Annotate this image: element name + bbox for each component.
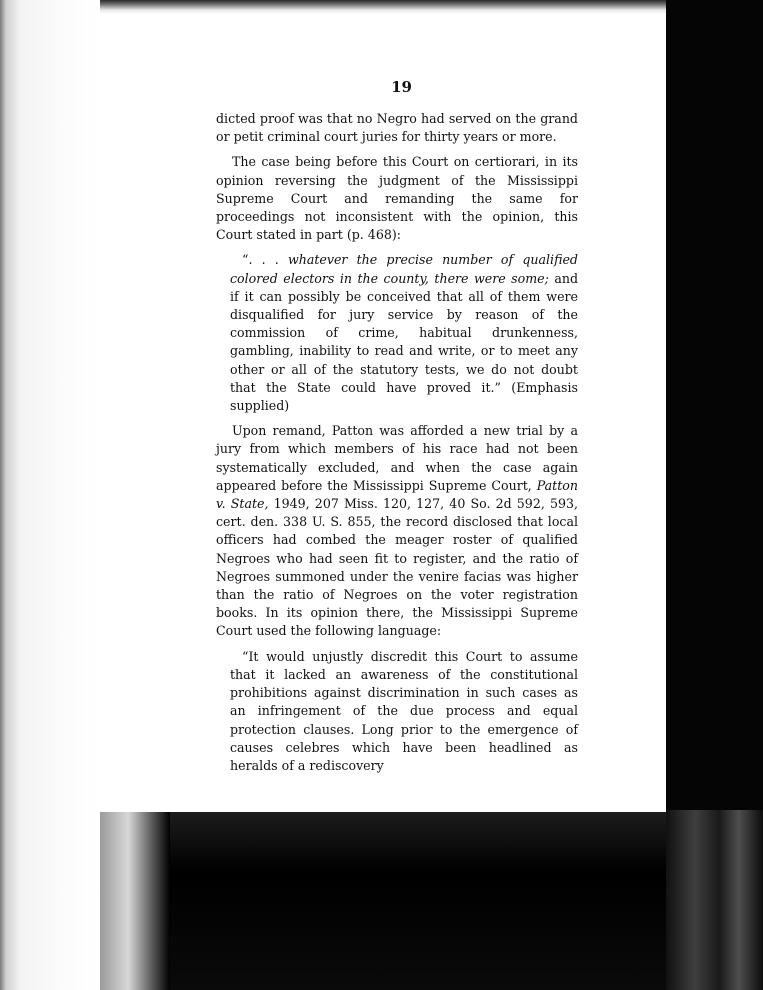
scan-left-edge <box>0 0 100 990</box>
text-run: The case being before this Court on certiorari, in its opinion reversing the judgment of the Mississippi Supreme Court and remanding the same for proceedings not inconsistent with the opinion, this Court stated in part (p. 468): <box>216 154 578 243</box>
block-quote <box>216 648 578 775</box>
text-run: Upon remand, Patton was afforded a new trial by a jury from which members of his race had not been systematically excluded, and when the case again appeared before the Mississippi Supreme Court, <box>216 423 578 493</box>
page-number: 19 <box>391 78 412 96</box>
text-run: dicted proof was that no Negro had served on the grand or petit criminal court juries for thirty years or more. <box>216 111 578 145</box>
text-run: “. . . <box>242 252 288 268</box>
scan-right-edge <box>666 0 763 990</box>
text-run: 1949, 207 Miss. 120, 127, 40 So. 2d 592, 593, cert. den. 338 U. S. 855, the record disclosed that local officers had combed the meager roster of qualified Negroes who had seen fit to register, and the ratio of Negroes summoned under the venire facias was higher than the ratio of Negroes on the voter registration books. In its opinion there, the Mississippi Supreme Court used the following language: <box>216 496 579 639</box>
scan-bottom-edge <box>100 812 666 990</box>
scan-bottom-left-edge <box>100 812 170 990</box>
block-quote <box>216 251 578 415</box>
page-body <box>216 110 578 775</box>
italic-text: whatever the precise number of qualified colored electors in the county, there were some; <box>230 252 578 286</box>
text-run: “It would unjustly discredit this Court to assume that it lacked an awareness of the constitutional prohibitions against discrimination in such cases as an infringement of the due process and equal protection clauses. Long prior to the emergence of causes celebres which have been headlined as heralds of a rediscovery <box>230 648 578 773</box>
scan-right-shadow <box>666 810 763 990</box>
paragraph <box>216 153 578 244</box>
text-run: and if it can possibly be conceived that all of them were disqualified for jury service by reason of the commission of crime, habitual drunkenness, gambling, inability to read and write, or to meet any other or all of the statutory tests, we do not doubt that the State could have proved it.” (Emphasis supplied) <box>230 270 579 414</box>
italic-text: Patton v. State, <box>216 477 578 512</box>
continued-paragraph <box>216 110 578 146</box>
paragraph <box>216 422 578 640</box>
